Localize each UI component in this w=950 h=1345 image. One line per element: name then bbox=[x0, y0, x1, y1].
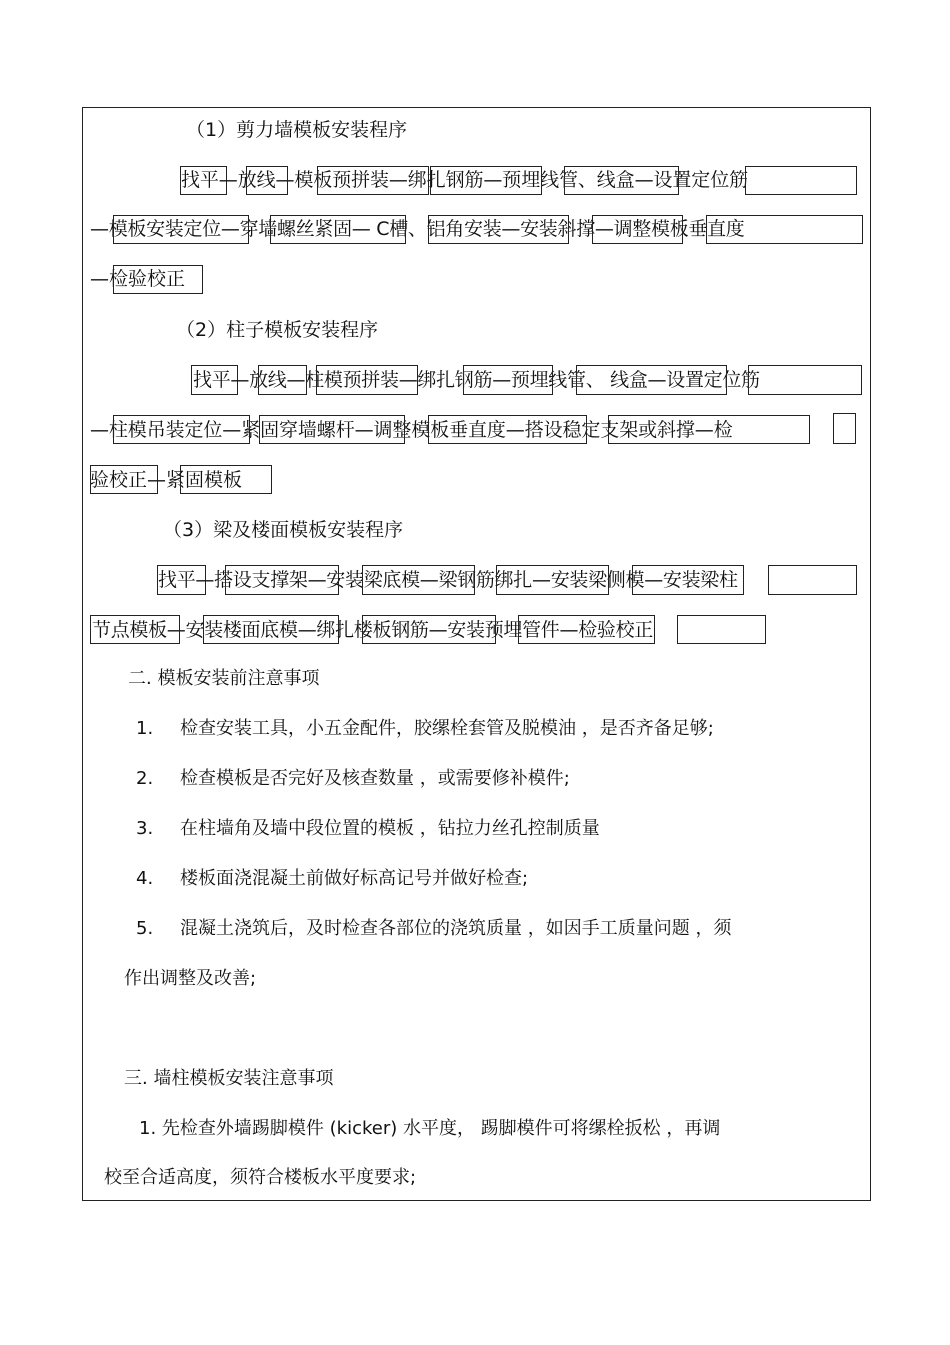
flow-box bbox=[203, 615, 339, 644]
flow-box bbox=[246, 166, 288, 195]
flow-box bbox=[180, 166, 227, 195]
flow-box bbox=[833, 413, 856, 444]
sec1-title: （1）剪力墙模板安装程序 bbox=[186, 119, 408, 141]
flow-box bbox=[428, 215, 569, 244]
flow-box bbox=[270, 215, 406, 244]
sec1-flow-line-1: 找平—放线—模板预拼装—绑扎钢筋—预埋线管、线盒—设置定位筋 bbox=[181, 169, 749, 191]
flow-box bbox=[113, 265, 203, 294]
part3-item-line-2: 校至合适高度，须符合楼板水平度要求; bbox=[104, 1167, 417, 1188]
flow-box bbox=[608, 415, 810, 444]
sec2-title: （2）柱子模板安装程序 bbox=[176, 319, 379, 341]
flow-box bbox=[706, 215, 863, 244]
part2-item-number: 2. bbox=[136, 768, 154, 789]
sec1-flow-line-3: —检验校正 bbox=[90, 268, 186, 290]
flow-box bbox=[180, 465, 272, 494]
sec3-flow-line-1: 找平—搭设支撑架—安装梁底模—梁钢筋绑扎—安装梁侧模—安装梁柱 bbox=[158, 569, 738, 591]
part2-item-number: 1. bbox=[136, 718, 154, 739]
part2-item-number: 4. bbox=[136, 868, 154, 889]
flow-box bbox=[225, 565, 339, 595]
sec1-flow-line-2: —模板安装定位—穿墙螺丝紧固— C槽、铝角安装—安装斜撑—调整模板垂直度 bbox=[90, 218, 745, 240]
flow-box bbox=[317, 166, 429, 195]
sec3-flow-line-2: 节点模板—安装楼面底模—绑扎楼板钢筋—安装预埋管件—检验校正 bbox=[92, 619, 654, 641]
flow-box bbox=[157, 565, 206, 595]
flow-box bbox=[592, 215, 683, 244]
flow-box bbox=[430, 166, 542, 195]
sec2-flow-line-2: —柱模吊装定位—紧固穿墙螺杆—调整模板垂直度—搭设稳定支架或斜撑—检 bbox=[90, 419, 733, 441]
flow-box bbox=[463, 365, 553, 395]
flow-box bbox=[768, 565, 857, 595]
flow-box bbox=[90, 465, 158, 494]
flow-box bbox=[576, 365, 727, 395]
part2-heading: 二. 模板安装前注意事项 bbox=[128, 668, 320, 689]
part3-item-line-1: 1. 先检查外墙踢脚模件 (kicker) 水平度， 踢脚模件可将缧栓扳松 ，再调 bbox=[139, 1118, 721, 1139]
flow-box bbox=[362, 565, 475, 595]
flow-box bbox=[316, 365, 418, 395]
flow-box bbox=[90, 615, 180, 644]
part2-item-text: 检查安装工具，小五金配件，胶缧栓套管及脱模油 ，是否齐备足够; bbox=[180, 718, 714, 739]
part2-item-text: 楼板面浇混凝土前做好标高记号并做好检查; bbox=[180, 868, 529, 889]
flow-box bbox=[259, 415, 405, 444]
flow-box bbox=[564, 166, 679, 195]
flow-box bbox=[745, 166, 857, 195]
part2-item-text: 在柱墙角及墙中段位置的模板 ，钻拉力丝孔控制质量 bbox=[180, 818, 600, 839]
flow-box bbox=[496, 565, 609, 595]
part2-item-text-continued: 作出调整及改善; bbox=[124, 968, 257, 989]
flow-box bbox=[113, 415, 250, 444]
flow-box bbox=[518, 615, 655, 644]
flow-box bbox=[428, 415, 587, 444]
part2-item-number: 3. bbox=[136, 818, 154, 839]
part3-heading: 三. 墙柱模板安装注意事项 bbox=[124, 1068, 334, 1089]
part2-item-number: 5. bbox=[136, 918, 154, 939]
flow-box bbox=[677, 615, 766, 644]
part2-item-text: 检查模板是否完好及核查数量 ，或需要修补模件; bbox=[180, 768, 570, 789]
part2-item-text: 混凝土浇筑后，及时检查各部位的浇筑质量 ，如因手工质量问题 ，须 bbox=[180, 918, 732, 939]
flow-box bbox=[632, 565, 744, 595]
sec2-flow-line-3: 验校正—紧固模板 bbox=[90, 469, 243, 491]
flow-box bbox=[362, 615, 496, 644]
sec3-title: （3）梁及楼面模板安装程序 bbox=[163, 519, 404, 541]
sec2-flow-line-1: 找平—放线—柱模预拼装—绑扎钢筋—预埋线管、 线盒—设置定位筋 bbox=[193, 369, 760, 391]
flow-box bbox=[258, 365, 307, 395]
flow-box bbox=[113, 215, 249, 244]
flow-box bbox=[191, 365, 238, 395]
flow-box bbox=[748, 365, 862, 395]
